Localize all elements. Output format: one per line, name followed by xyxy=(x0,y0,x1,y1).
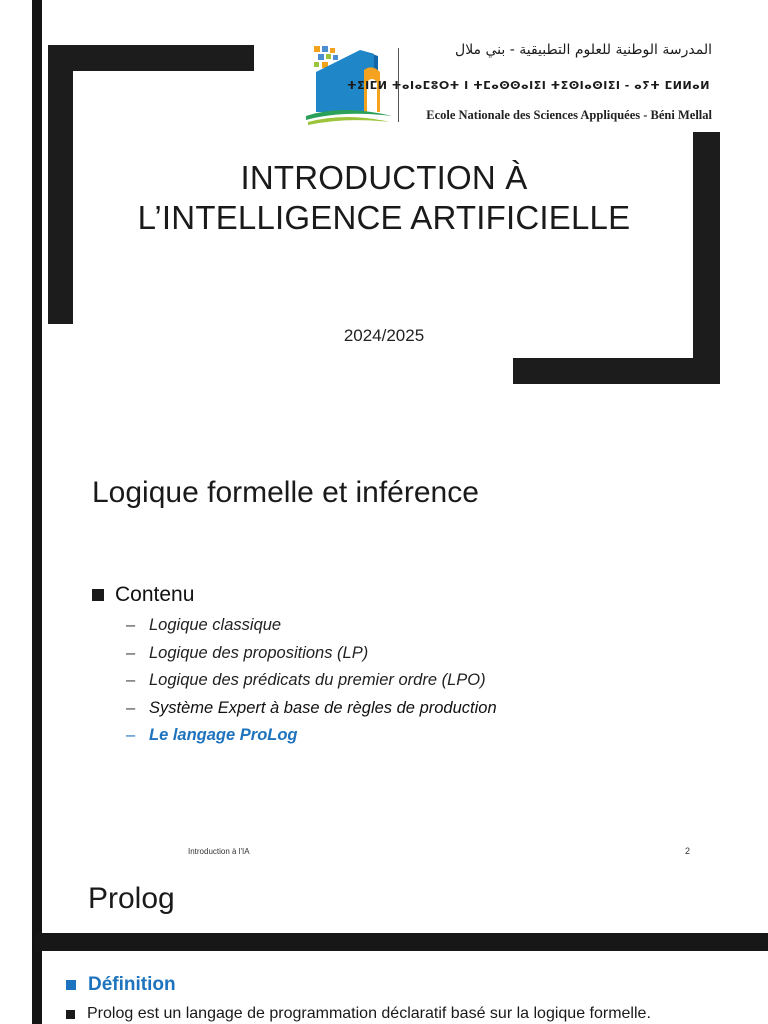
square-bullet-icon xyxy=(66,1010,75,1019)
course-title-line1: INTRODUCTION À xyxy=(240,159,528,196)
school-logo xyxy=(302,42,716,130)
content-list xyxy=(126,612,686,750)
dash-bullet: – xyxy=(126,616,136,635)
list-item-text: Logique des propositions (LP) xyxy=(149,643,369,662)
list-item-highlighted xyxy=(126,722,686,750)
content-label: Contenu xyxy=(115,583,195,606)
frame-bar-bottom xyxy=(513,358,720,384)
definition-label: Définition xyxy=(88,974,176,995)
list-item xyxy=(126,695,686,723)
slide-footer-title: Introduction à l'IA xyxy=(188,847,250,856)
frame-bar-top xyxy=(48,45,254,71)
list-item xyxy=(126,612,686,640)
dash-bullet: – xyxy=(126,671,136,690)
logo-tifinagh-name: ⵜⵉⵏⵎⵍ ⵜⴰⵏⴰⵎⵓⵔⵜ ⵏ ⵜⵎⴰⵙⵙⴰⵏⵉⵏ ⵜⵉⵙⵏⴰⵙⵏⵉⵏ - ⴰⵢⵜ ⵎⵍⵍⴰⵍ xyxy=(346,79,710,92)
logo-french-name: Ecole Nationale des Sciences Appliquées - Béni Mellal xyxy=(426,108,712,122)
list-item-text: Système Expert à base de règles de production xyxy=(149,698,497,717)
slide3-header-bar xyxy=(35,933,768,951)
slide2-heading: Logique formelle et inférence xyxy=(92,476,479,509)
page-left-rule xyxy=(32,0,42,1024)
list-item-text: Logique classique xyxy=(149,616,282,635)
dash-bullet: – xyxy=(126,698,136,717)
list-item xyxy=(126,667,686,695)
course-title xyxy=(80,158,688,238)
logo-arabic-name: المدرسة الوطنية للعلوم التطبيقية - بني ملال xyxy=(455,42,712,58)
list-item-text: Le langage ProLog xyxy=(149,726,298,745)
definition-text-row xyxy=(66,1005,651,1023)
square-bullet-icon xyxy=(92,589,104,601)
slide-page-number: 2 xyxy=(685,846,691,856)
list-item xyxy=(126,640,686,668)
dash-bullet: – xyxy=(126,726,136,745)
frame-bar-left xyxy=(48,45,73,324)
dash-bullet: – xyxy=(126,643,136,662)
definition-bullet xyxy=(66,974,176,996)
course-title-line2: L’INTELLIGENCE ARTIFICIELLE xyxy=(137,199,631,236)
slide3-heading: Prolog xyxy=(88,882,175,915)
blue-square-bullet-icon xyxy=(66,980,76,990)
content-bullet xyxy=(92,583,194,607)
academic-year: 2024/2025 xyxy=(343,326,425,345)
definition-text: Prolog est un langage de programmation déclaratif basé sur la logique formelle. xyxy=(87,1005,651,1022)
list-item-text: Logique des prédicats du premier ordre (LPO) xyxy=(149,671,486,690)
frame-bar-right xyxy=(693,132,720,384)
